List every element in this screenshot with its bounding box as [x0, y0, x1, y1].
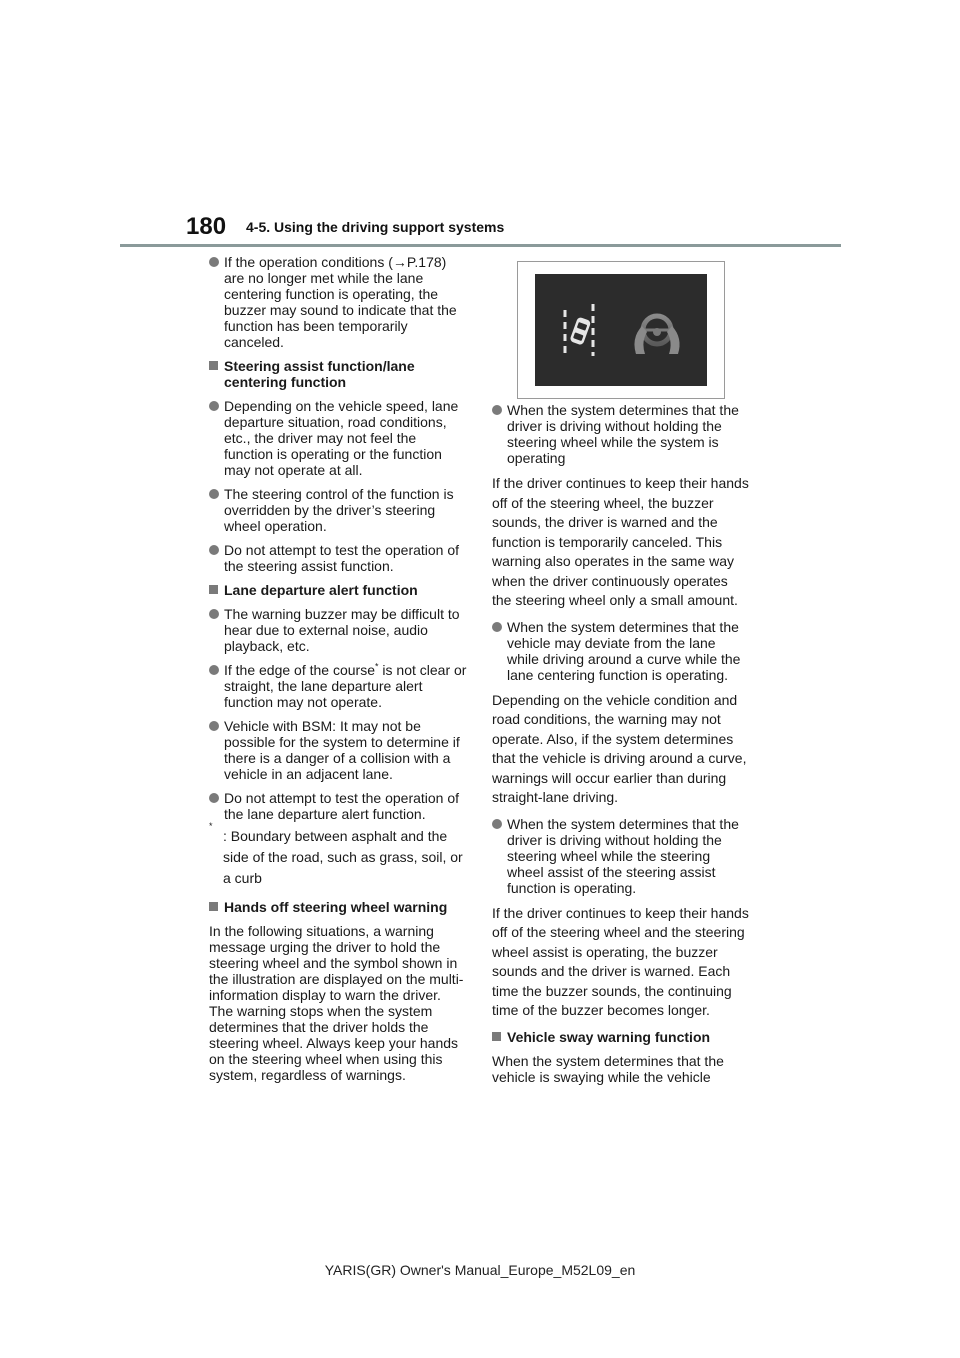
subheading: Vehicle sway warning function: [492, 1029, 750, 1045]
bullet-icon: [492, 405, 502, 415]
paragraph: When the system determines that the vehicle is swaying while the vehicle: [492, 1052, 724, 1085]
left-column: [209, 254, 467, 1091]
paragraph: In the following situations, a warning message urging the driver to hold the steering wheel and the symbol shown in the illustration are displayed on the multi-information display to warn the driver. The warning stops when the system determines that the driver holds the steering wheel. Always keep your hands on the steering wheel when using this system, regardless of warnings.: [209, 923, 464, 1083]
square-icon: [209, 361, 218, 370]
bullet-icon: [492, 622, 502, 632]
steering-wheel-icon: [634, 316, 679, 354]
list-item: When the system determines that the driver is driving without holding the steering wheel while the steering wheel assist of the steering assist function is operating.: [492, 816, 750, 896]
bullet-icon: [209, 489, 219, 499]
paragraph: If the driver continues to keep their hands off of the steering wheel and the steering wheel assist is operating, the buzzer sounds and the driver is warned. Each time the buzzer sounds, the continuing time of the buzzer becomes longer.: [492, 904, 749, 1018]
list-item: The warning buzzer may be difficult to hear due to external noise, audio playback, etc.: [209, 606, 467, 654]
footnote: * : Boundary between asphalt and the side of the road, such as grass, soil, or a curb: [209, 821, 463, 886]
square-icon: [209, 585, 218, 594]
paragraph: If the driver continues to keep their hands off of the steering wheel, the buzzer sounds, the driver is warned and the function is temporarily canceled. This warning also operates in the same way when the driver continuously operates the steering wheel only a small amount.: [492, 475, 749, 608]
section-title: 4-5. Using the driving support systems: [246, 219, 505, 235]
warning-illustration: [517, 261, 725, 399]
lane-departure-icon: [565, 304, 593, 356]
square-icon: [209, 902, 218, 911]
multi-information-display: [535, 274, 707, 386]
square-icon: [492, 1032, 501, 1041]
bullet-icon: [209, 721, 219, 731]
bullet-icon: [209, 665, 219, 675]
page-footer: YARIS(GR) Owner's Manual_Europe_M52L09_en: [324, 1262, 636, 1278]
list-item: Do not attempt to test the operation of the lane departure alert function.: [209, 790, 467, 822]
list-item: When the system determines that the vehicle may deviate from the lane while driving around a curve while the lane centering function is operating.: [492, 619, 750, 683]
subheading: Lane departure alert function: [209, 582, 467, 598]
list-item: When the system determines that the driver is driving without holding the steering wheel while the system is operating: [492, 402, 750, 466]
hands-off-warning-icon: [535, 274, 707, 386]
list-item: Vehicle with BSM: It may not be possible for the system to determine if there is a danger of a collision with a vehicle in an adjacent lane.: [209, 718, 467, 782]
paragraph: Depending on the vehicle condition and road conditions, the warning may not operate. Also, if the system determines that the vehicle is driving around a curve, warnings will occur earlier than during straight-lane driving.: [492, 691, 747, 805]
subheading: Steering assist function/lane centering function: [209, 358, 467, 390]
list-item: If the operation conditions (→P.178) are no longer met while the lane centering function is operating, the buzzer may sound to indicate that the function has been temporarily canceled.: [209, 254, 467, 350]
right-column: [492, 402, 750, 1093]
bullet-icon: [209, 401, 219, 411]
footnote-marker: *: [375, 661, 379, 672]
bullet-icon: [209, 257, 219, 267]
bullet-icon: [209, 793, 219, 803]
list-item: Depending on the vehicle speed, lane departure situation, road conditions, etc., the driver may not feel the function is operating or the function may not operate at all.: [209, 398, 467, 478]
list-item: The steering control of the function is overridden by the driver’s steering wheel operation.: [209, 486, 467, 534]
page-number: 180: [186, 213, 227, 240]
list-item: If the edge of the course* is not clear or straight, the lane departure alert function may not operate.: [209, 662, 467, 710]
bullet-icon: [492, 819, 502, 829]
list-item: Do not attempt to test the operation of the steering assist function.: [209, 542, 467, 574]
header-rule: [120, 244, 841, 247]
bullet-icon: [209, 545, 219, 555]
subheading: Hands off steering wheel warning: [209, 899, 467, 915]
bullet-icon: [209, 609, 219, 619]
